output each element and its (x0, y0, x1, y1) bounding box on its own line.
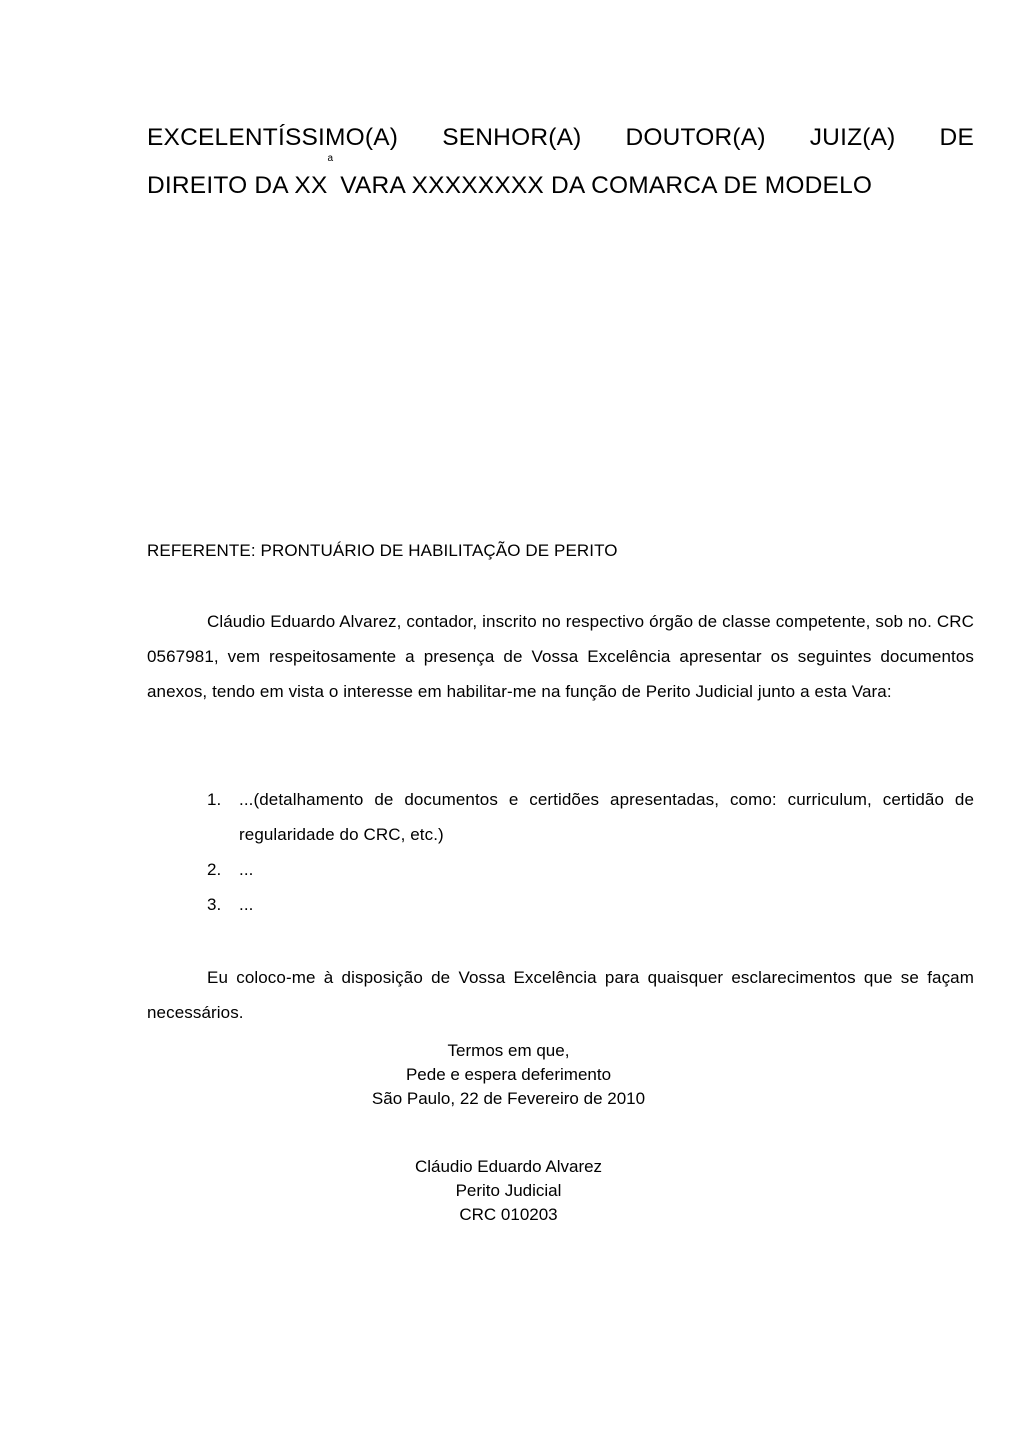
list-item-text: ... (239, 860, 254, 879)
heading-word: DOUTOR(A) (625, 124, 766, 151)
documents-list (207, 782, 974, 922)
list-item (207, 782, 974, 852)
signer-name: Cláudio Eduardo Alvarez (414, 1157, 603, 1176)
signer-role: Perito Judicial (455, 1181, 562, 1200)
heading-word: DE (939, 124, 974, 151)
availability-paragraph (147, 960, 974, 1030)
ordinal-superscript: a (327, 153, 334, 164)
heading-word: SENHOR(A) (442, 124, 582, 151)
intro-paragraph (147, 604, 974, 709)
heading-line-2 (147, 153, 974, 210)
availability-paragraph-text: Eu coloco-me à disposição de Vossa Excelência para quaisquer esclarecimentos que se façam necessários. (147, 968, 974, 1022)
list-item-number: 2. (207, 860, 222, 879)
heading-word: JUIZ(A) (809, 124, 896, 151)
list-item (207, 852, 974, 887)
closing-line: Pede e espera deferimento (405, 1065, 612, 1084)
heading-word: EXCELENTÍSSIMO(A) (147, 124, 399, 151)
list-item (207, 887, 974, 922)
heading-line-1 (147, 114, 974, 162)
reference-line: REFERENTE: PRONTUÁRIO DE HABILITAÇÃO DE PERITO (147, 541, 618, 560)
signer-crc: CRC 010203 (459, 1205, 558, 1224)
place-date: São Paulo, 22 de Fevereiro de 2010 (371, 1089, 646, 1108)
list-item-text: ...(detalhamento de documentos e certidões apresentadas, como: curriculum, certidão de regularidade do CRC, etc.) (239, 790, 974, 844)
list-item-text: ... (239, 895, 254, 914)
intro-paragraph-text: Cláudio Eduardo Alvarez, contador, inscrito no respectivo órgão de classe competente, sob no. CRC 0567981, vem respeitosamente a presença de Vossa Excelência apresentar os seguintes documentos anexos, tendo em vista o interesse em habilitar-me na função de Perito Judicial junto a esta Vara: (147, 612, 974, 701)
list-item-number: 1. (207, 790, 222, 809)
closing-line: Termos em que, (447, 1041, 570, 1060)
closing-block (95, 1039, 922, 1111)
heading-line-2-end: VARA XXXXXXXX DA COMARCA DE MODELO (333, 172, 873, 199)
list-item-number: 3. (207, 895, 222, 914)
signature-block (95, 1155, 922, 1227)
heading-line-2-start: DIREITO DA XX (147, 172, 328, 199)
